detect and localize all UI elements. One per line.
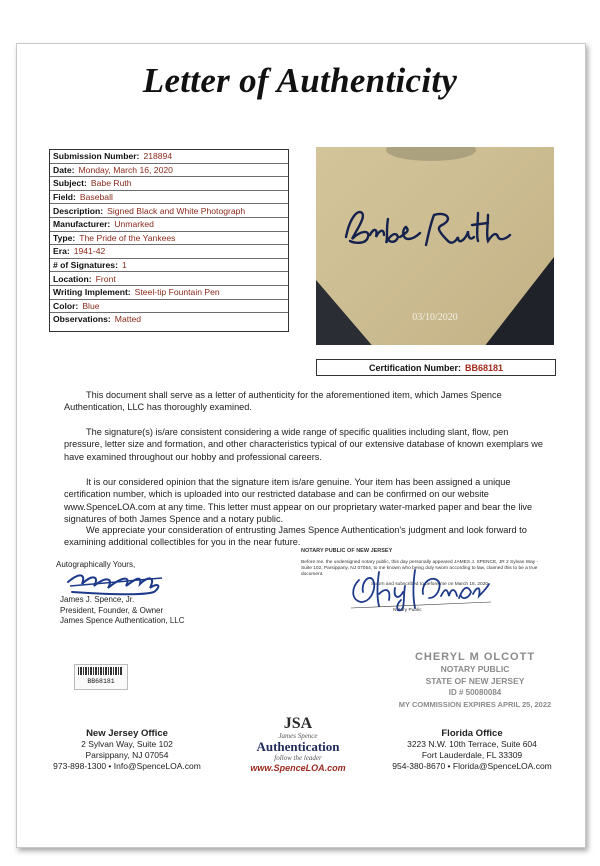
office-line: Parsippany, NJ 07054 — [85, 750, 169, 760]
signatory-title: President, Founder, & Owner — [60, 605, 164, 615]
logo-mark: JSA — [283, 715, 313, 732]
detail-value: 218894 — [143, 151, 173, 162]
closing-text: Autographically Yours, — [56, 560, 136, 569]
detail-row — [50, 164, 288, 178]
detail-label: Subject: — [53, 178, 87, 189]
detail-label: Observations: — [53, 314, 111, 325]
office-line: Fort Lauderdale, FL 33309 — [421, 750, 523, 760]
office-new-jersey — [37, 728, 217, 772]
detail-label: Field: — [53, 192, 76, 203]
detail-row — [50, 259, 288, 273]
body-paragraph-3: It is our considered opinion that the signature item is/are genuine. Your item has been assigned a unique certification number, which is uploaded into our restricted database and can be confirmed on our website www.SpenceLOA.com at any time. This letter must appear on our proprietary water-marked paper and bear the live signatures of both James Spence and a notary public. — [64, 477, 533, 525]
babe-ruth-signature — [336, 195, 536, 265]
detail-row — [50, 218, 288, 232]
detail-label: Date: — [53, 164, 75, 175]
body-paragraph-2: The signature(s) is/are consistent considering a wide range of specific qualities including slant, flow, pen pressure, letter size and formation, and other characteristics typical of our extensive database of known exemplars we have examined throughout our hobby and professional careers. — [64, 427, 544, 462]
sticker-number: BB68181 — [87, 678, 115, 685]
detail-row — [50, 191, 288, 205]
logo-tagline: follow the leader — [274, 754, 322, 762]
document-title: Letter of Authenticity — [142, 61, 458, 100]
jsa-logo — [228, 716, 368, 780]
office-line: 3223 N.W. 10th Terrace, Suite 604 — [407, 739, 537, 749]
stamp-line: NOTARY PUBLIC — [440, 664, 510, 674]
logo-website: www.SpenceLOA.com — [250, 763, 346, 773]
detail-label: Submission Number: — [53, 151, 140, 162]
detail-row — [50, 204, 288, 218]
detail-value: Signed Black and White Photograph — [107, 205, 246, 216]
signatory-info — [60, 595, 185, 627]
certification-number: BB68181 — [464, 362, 504, 373]
detail-value: Front — [95, 273, 116, 284]
detail-label: Type: — [53, 232, 76, 243]
body-paragraph-1: This document shall serve as a letter of authenticity for the aforementioned item, which James Spence Authentication, LLC has thoroughly examined. — [64, 390, 502, 413]
certification-label: Certification Number: — [368, 362, 461, 373]
office-contact: 954-380-8670 • Florida@SpenceLOA.com — [392, 761, 552, 771]
detail-value: Steel-tip Fountain Pen — [134, 287, 220, 298]
detail-row — [50, 245, 288, 259]
office-line: 2 Sylvan Way, Suite 102 — [81, 739, 173, 749]
detail-label: Description: — [53, 205, 104, 216]
barcode-icon — [78, 667, 122, 675]
detail-value: 1941-42 — [73, 246, 106, 257]
logo-sub: James Spence — [278, 732, 318, 740]
detail-label: Location: — [53, 273, 92, 284]
autograph-photo — [316, 147, 554, 345]
detail-value: Blue — [82, 300, 100, 311]
stamp-line: ID # 50080084 — [448, 688, 502, 697]
detail-value: 1 — [121, 260, 127, 271]
detail-row — [50, 286, 288, 300]
certification-box — [316, 359, 556, 376]
cert-sticker — [74, 664, 128, 690]
stamp-name: CHERYL M OLCOTT — [414, 651, 536, 663]
office-contact: 973-898-1300 • Info@SpenceLOA.com — [53, 761, 201, 771]
detail-value: Matted — [114, 314, 142, 325]
office-title: New Jersey Office — [86, 728, 168, 739]
detail-value: Babe Ruth — [90, 178, 132, 189]
detail-label: Manufacturer: — [53, 219, 111, 230]
photo-shade — [386, 147, 476, 161]
notary-signature — [345, 558, 495, 614]
signatory-company: James Spence Authentication, LLC — [60, 616, 185, 626]
detail-row — [50, 300, 288, 314]
body-paragraph-4: We appreciate your consideration of entrusting James Spence Authentication's judgment and look forward to examining additional collectibles for you in the near future. — [64, 525, 527, 548]
stamp-line: STATE OF NEW JERSEY — [425, 676, 525, 686]
detail-row — [50, 177, 288, 191]
detail-label: # of Signatures: — [53, 260, 118, 271]
notary-public-label: Notary Public — [393, 608, 422, 613]
detail-value: Unmarked — [114, 219, 154, 230]
detail-value: The Pride of the Yankees — [79, 232, 176, 243]
detail-label: Writing Implement: — [53, 287, 131, 298]
signatory-name: James J. Spence, Jr. — [60, 595, 135, 604]
detail-value: Monday, March 16, 2020 — [78, 164, 173, 175]
notary-sworn-line: Sworn and subscribed to before me on March 16, 2020 — [371, 582, 489, 587]
detail-row — [50, 150, 288, 164]
detail-row — [50, 232, 288, 246]
office-title: Florida Office — [441, 728, 503, 739]
notary-statement: Before me, the undersigned notary public, this day personally appeared JAMES J. SPENCE, JR 2 Sylvan Way - Suite 102, Parsippany, NJ 07054, to me known who being duly sworn according to law, claimed this to be a true document. — [301, 560, 539, 577]
photo-dark-corner-right — [484, 257, 554, 345]
stamp-line: MY COMMISSION EXPIRES APRIL 25, 2022 — [398, 700, 552, 709]
detail-row — [50, 313, 288, 326]
notary-stamp — [375, 651, 575, 711]
detail-label: Era: — [53, 246, 70, 257]
spence-signature — [62, 564, 172, 598]
photo-date-stamp: 03/10/2020 — [412, 312, 458, 323]
office-florida — [382, 728, 562, 772]
detail-row — [50, 272, 288, 286]
notary-heading: NOTARY PUBLIC OF NEW JERSEY — [301, 548, 393, 554]
detail-label: Color: — [53, 300, 79, 311]
logo-name: Authentication — [256, 739, 340, 754]
details-table — [49, 149, 289, 332]
detail-value: Baseball — [79, 192, 113, 203]
